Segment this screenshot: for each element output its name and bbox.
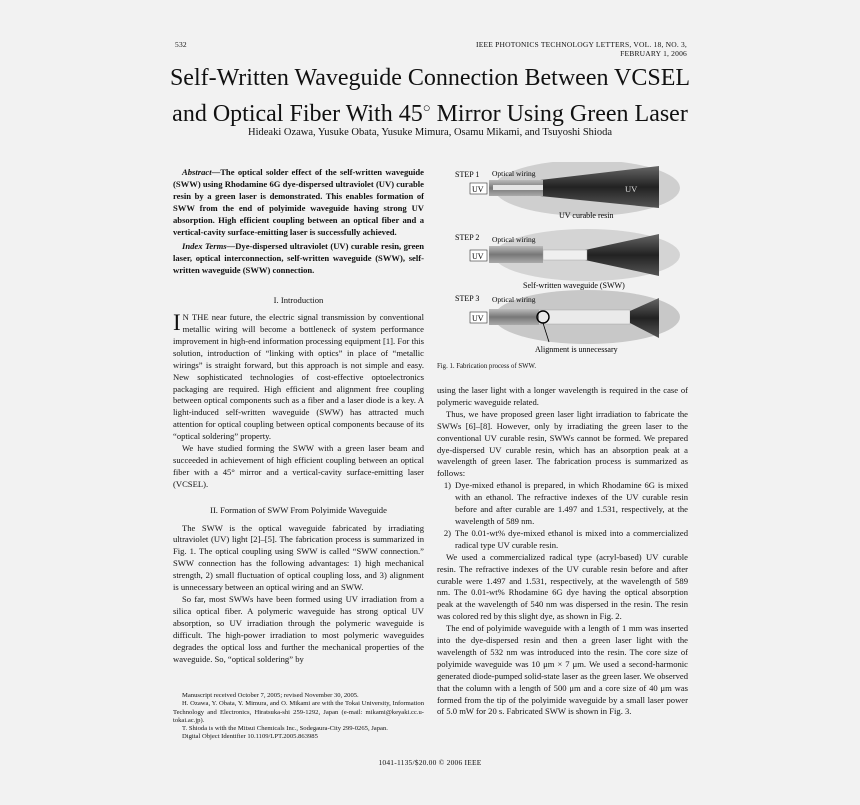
- figure-1-diagram: [437, 162, 687, 354]
- right-paragraph-1: using the laser light with a longer wavelength is required in the case of polymeric waveguide related.: [437, 385, 688, 407]
- step-1-number: 1): [443, 480, 451, 491]
- index-terms-text: Dye-dispersed ultraviolet (UV) curable resin, green laser, optical interconnection, self-written waveguide (SWW), self-written waveguide (SWW) connection.: [173, 241, 424, 276]
- step-2-text: The 0.01-wt% dye-mixed ethanol is mixed into a commercialized radical type UV curable resin.: [455, 527, 688, 550]
- sww-segment-2: [543, 250, 587, 260]
- section-2-paragraph-1: The SWW is the optical waveguide fabricated by irradiating ultraviolet (UV) light [2]–[5]. The fabrication process is summarized in Fig. 1. The optical coupling using SWW is called “SWW connection.” SWW connection has the following advantages: 1) high mechanical strength, 2) small fluctuation of optical coupling loss, and 3) alignment is unnecessary between an optical wiring and an SWW.: [173, 522, 424, 593]
- process-step-2: [437, 528, 688, 552]
- right-paragraph-3: We used a commercialized radical type (acryl-based) UV curable resin. The refractive indexes of the UV curable resin before and after curable were 1.497 and 1.531, respectively, at the wavelength of 589 nm. The 0.01-wt% Rhodamine 6G dye having the optical absorption peak at the wavelength of 540 nm was dispersed in the resin. The resin was colored red by this slight dye, as shown in Fig. 2.: [437, 551, 688, 622]
- footnote-doi: Digital Object Identifier 10.1109/LPT.2005.863985: [182, 733, 318, 741]
- optical-wiring-3: [489, 309, 539, 325]
- figure-1-caption: Fig. 1. Fabrication process of SWW.: [437, 363, 537, 370]
- uv-box-label-2: UV: [472, 252, 484, 261]
- step-1-text: Dye-mixed ethanol is prepared, in which Rhodamine 6G is mixed with an ethanol. The refractive indexes of the UV curable resin before and after curable are 1.497 and 1.531, respectively, at the wavelength of 589 nm.: [455, 480, 688, 526]
- process-step-1: [437, 480, 688, 528]
- intro-paragraph-2: We have studied forming the SWW with a green laser beam and succeeded in achievement of high efficient coupling between an optical fiber with a 45° mirror and a vertical-cavity surface-emitting laser (VCSEL).: [173, 443, 424, 489]
- copyright-footer: 1041-1135/$20.00 © 2006 IEEE: [378, 758, 482, 767]
- uv-box-label-3: UV: [472, 314, 484, 323]
- alignment-label: Alignment is unnecessary: [535, 345, 618, 354]
- step-1-label: STEP 1: [455, 170, 480, 179]
- title-line-2-end: Mirror Using Green Laser: [430, 101, 688, 127]
- page-number: 532: [175, 40, 187, 49]
- optical-wiring-label-1: Optical wiring: [492, 169, 536, 178]
- abstract: [173, 167, 424, 238]
- footnote-affiliation-1: H. Ozawa, Y. Obata, Y. Mimura, and O. Mikami are with the Tokai University, Information Technology and Electronics, Hiratsuka-shi 259-1292, Japan (e-mail: mikami@keyaki.cc.u-tokai.ac.jp).: [173, 700, 424, 724]
- title-line-2-start: and Optical Fiber With 45: [172, 101, 423, 127]
- abstract-label: Abstract—: [182, 167, 221, 177]
- step-2-number: 2): [443, 527, 451, 538]
- abstract-text: The optical solder effect of the self-written waveguide (SWW) using Rhodamine 6G dye-dispersed ultraviolet (UV) curable resin by a green laser is demonstrated. This enables formation of SWW from the end of polyimide waveguide having strong UV absorption. High efficient coupling between an optical fiber and a vertical-cavity surface-emitting laser is successfully achieved.: [173, 167, 424, 237]
- wiring-core-1: [493, 185, 543, 190]
- footnote-received: Manuscript received October 7, 2005; revised November 30, 2005.: [182, 692, 359, 699]
- right-paragraph-4: The end of polyimide waveguide with a length of 1 mm was inserted into the dye-dispersed resin and then a green laser light with the wavelength of 532 nm was introduced into the resin. The core size of polyimide waveguide was 10 μm × 7 μm. We used a second-harmonic generated diode-pumped solid-state laser as the green laser. We observed that the column with a length of 500 μm and a core size of 40 μm was formed from the tip of the polyimide waveguide by a small laser power of 5.0 mW for 20 s. Fabricated SWW is shown in Fig. 3.: [437, 623, 688, 717]
- paper-title: [150, 64, 710, 129]
- optical-wiring-2: [489, 246, 543, 263]
- sww-label: Self-written waveguide (SWW): [523, 281, 625, 290]
- step-3-label: STEP 3: [455, 294, 480, 303]
- optical-wiring-label-3: Optical wiring: [492, 295, 536, 304]
- uv-box-label-1: UV: [472, 185, 484, 194]
- journal-header: IEEE PHOTONICS TECHNOLOGY LETTERS, VOL. 18, NO. 3, FEBRUARY 1, 2006: [476, 40, 687, 58]
- footnotes: [173, 692, 424, 742]
- uv-beam-label: UV: [625, 184, 638, 194]
- optical-wiring-label-2: Optical wiring: [492, 235, 536, 244]
- right-column: [437, 385, 688, 718]
- author-list: Hideaki Ozawa, Yusuke Obata, Yusuke Mimura, Osamu Mikami, and Tsuyoshi Shioda: [248, 127, 612, 138]
- left-column: [173, 167, 424, 665]
- section-2-paragraph-2: So far, most SWWs have been formed using UV irradiation from a silica optical fiber. A polymeric waveguide has strong optical UV absorption, so UV irradiation through the polymeric waveguide is difficult. The high-power irradiation to most polymeric waveguides degrades the optical loss and further the mechanical properties of the waveguide. So, “optical soldering” by: [173, 594, 424, 664]
- step-2-label: STEP 2: [455, 233, 480, 242]
- degree-symbol: ○: [422, 100, 431, 115]
- uv-curable-resin-label: UV curable resin: [559, 211, 614, 220]
- intro-paragraph-1: [173, 312, 424, 443]
- intro-paragraph-1-text: N THE near future, the electric signal transmission by conventional metallic wiring will become a bottleneck of system performance improvement in high-end information processing equipment [1]. For this solution, introduction of “linking with optics” in place of “metallic wirings” is straight forward, but this approach is not simple and easy. New sophisticated technologies of cost-effective optoelectronics packaging are required. High efficient and alignment free coupling between optical components such as a fiber and a laser diode is a key. A light-induced self-written waveguide (SWW) has attracted much attention for optical coupling between optical components because of its “optical soldering” property.: [173, 312, 424, 442]
- index-terms: [173, 241, 424, 277]
- section-1-heading: I. Introduction: [273, 295, 324, 306]
- index-terms-label: Index Terms—: [182, 241, 236, 252]
- title-line-1: Self-Written Waveguide Connection Between VCSEL: [169, 65, 691, 91]
- footnote-affiliation-2: T. Shioda is with the Mitsui Chemicals Inc., Sodegaura-City 299-0265, Japan.: [182, 725, 388, 733]
- drop-cap: I: [173, 310, 181, 336]
- right-paragraph-2: Thus, we have proposed green laser light irradiation to fabricate the SWWs [6]–[8]. However, only by irradiating the green laser to the conventional UV curable resin, SWWs cannot be formed. We prepared dye-dispersed UV curable resin, which has an absorption peak at a wavelength of green laser. The fabrication process is summarized as follows:: [437, 408, 688, 479]
- section-2-heading: II. Formation of SWW From Polyimide Waveguide: [210, 504, 387, 515]
